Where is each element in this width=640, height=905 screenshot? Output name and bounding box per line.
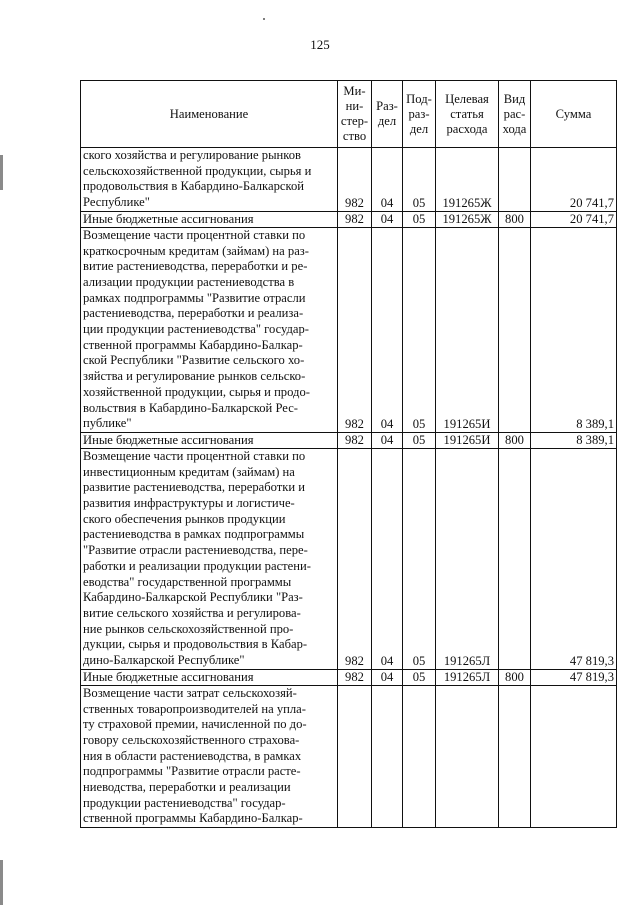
row-subsection: 05 — [403, 669, 436, 685]
budget-table — [80, 80, 617, 828]
row-target: 191265И — [436, 227, 499, 432]
row-section: 04 — [372, 432, 403, 448]
row-name: Возмещение части процентной ставки по краткосрочным кредитам (займам) на раз- витие растениеводства, переработки и ре- ализации продукции растениеводства в рамках подпрограммы "Развитие отрасли растениеводства, переработки и реализа- ции продукции растениеводства" государ- ственной программы Кабардино-Балкар- ской Республики "Развитие сельского хо- зяйства и регулирование рынков сельско- хозяйственной продукции, сырья и продо- вольствия в Кабардино-Балкарской Рес- публике" — [81, 227, 338, 432]
header-sum: Сумма — [531, 81, 617, 148]
table-row — [81, 211, 617, 227]
row-section — [372, 685, 403, 827]
row-ministry: 982 — [338, 211, 372, 227]
row-section: 04 — [372, 448, 403, 669]
header-name: Наименование — [81, 81, 338, 148]
row-subsection: 05 — [403, 448, 436, 669]
row-type: 800 — [499, 211, 531, 227]
row-sum: 8 389,1 — [531, 432, 617, 448]
row-ministry — [338, 685, 372, 827]
row-ministry: 982 — [338, 148, 372, 212]
row-subsection: 05 — [403, 227, 436, 432]
table-row — [81, 685, 617, 827]
row-type: 800 — [499, 432, 531, 448]
row-section: 04 — [372, 669, 403, 685]
row-ministry: 982 — [338, 432, 372, 448]
scan-edge-mark — [0, 860, 3, 905]
row-target: 191265Ж — [436, 148, 499, 212]
table-row — [81, 432, 617, 448]
header-ministry: Ми- ни- стер- ство — [338, 81, 372, 148]
row-subsection: 05 — [403, 211, 436, 227]
row-subsection: 05 — [403, 148, 436, 212]
row-sum: 20 741,7 — [531, 211, 617, 227]
table-row — [81, 227, 617, 432]
row-section: 04 — [372, 148, 403, 212]
table-row — [81, 148, 617, 212]
row-target: 191265Л — [436, 448, 499, 669]
row-target: 191265И — [436, 432, 499, 448]
row-section: 04 — [372, 227, 403, 432]
row-type — [499, 148, 531, 212]
row-subsection — [403, 685, 436, 827]
header-subsection: Под- раз- дел — [403, 81, 436, 148]
header-target: Целевая статья расхода — [436, 81, 499, 148]
table-row — [81, 669, 617, 685]
row-target — [436, 685, 499, 827]
row-name: ского хозяйства и регулирование рынков сельскохозяйственной продукции, сырья и продовольствия в Кабардино-Балкарской Республике" — [81, 148, 338, 212]
row-target: 191265Л — [436, 669, 499, 685]
header-section: Раз- дел — [372, 81, 403, 148]
row-ministry: 982 — [338, 227, 372, 432]
row-type — [499, 448, 531, 669]
row-type — [499, 227, 531, 432]
row-ministry: 982 — [338, 669, 372, 685]
row-section: 04 — [372, 211, 403, 227]
row-sum: 47 819,3 — [531, 448, 617, 669]
page-number: 125 — [310, 37, 330, 52]
scan-speck — [263, 18, 265, 20]
row-name: Возмещение части затрат сельскохозяй- ственных товаропроизводителей на упла- ту страховой премии, начисленной по до- говору сельскохозяйственного страхова- ния в области растениеводства, в рамках подпрограммы "Развитие отрасли расте- ниеводства, переработки и реализации продукции растениеводства" государ- ственной программы Кабардино-Балкар- — [81, 685, 338, 827]
header-row — [81, 81, 617, 148]
table-row — [81, 448, 617, 669]
row-type — [499, 685, 531, 827]
row-type: 800 — [499, 669, 531, 685]
row-name: Иные бюджетные ассигнования — [81, 669, 338, 685]
row-name: Иные бюджетные ассигнования — [81, 211, 338, 227]
row-sum: 47 819,3 — [531, 669, 617, 685]
row-sum: 20 741,7 — [531, 148, 617, 212]
row-name: Возмещение части процентной ставки по инвестиционным кредитам (займам) на развитие растениеводства, переработки и развития инфраструктуры и логистиче- ского обеспечения рынков продукции растениеводства в рамках подпрограммы "Развитие отрасли растениеводства, пере- работки и реализации продукции растени- еводства" государственной программы Кабардино-Балкарской Республики "Раз- витие сельского хозяйства и регулирова- ние рынков сельскохозяйственной про- дукции, сырья и продовольствия в Кабар- дино-Балкарской Республике" — [81, 448, 338, 669]
header-type: Вид рас- хода — [499, 81, 531, 148]
row-ministry: 982 — [338, 448, 372, 669]
row-subsection: 05 — [403, 432, 436, 448]
row-name: Иные бюджетные ассигнования — [81, 432, 338, 448]
scan-edge-mark — [0, 155, 3, 190]
row-sum — [531, 685, 617, 827]
row-target: 191265Ж — [436, 211, 499, 227]
row-sum: 8 389,1 — [531, 227, 617, 432]
